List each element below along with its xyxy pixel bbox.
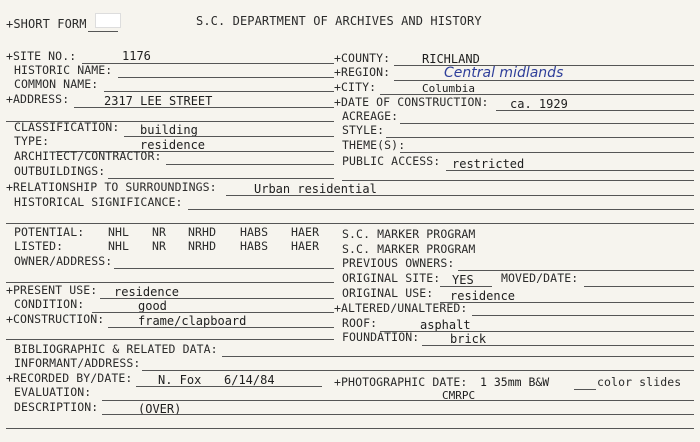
classification-label: CLASSIFICATION: (14, 120, 120, 134)
architect-line (166, 164, 334, 165)
short-form-line (88, 31, 118, 32)
historic-name-line (118, 77, 334, 78)
roof-line (380, 331, 694, 332)
form-title: S.C. DEPARTMENT OF ARCHIVES AND HISTORY (196, 14, 482, 28)
significance-line (188, 209, 694, 210)
description-line-2 (6, 428, 694, 429)
foundation-value: brick (450, 332, 487, 346)
bibliographic-label: BIBLIOGRAPHIC & RELATED DATA: (14, 342, 218, 356)
construction-date-value: ca. 1929 (510, 97, 568, 111)
potential-nr: NR (152, 225, 167, 239)
potential-habs: HABS (240, 225, 269, 239)
short-form-label: +SHORT FORM (6, 17, 87, 31)
condition-value: good (138, 299, 167, 313)
description-label: DESCRIPTION: (14, 400, 99, 414)
owner-address-line (114, 268, 334, 269)
county-label: +COUNTY: (334, 51, 391, 65)
informant-label: INFORMANT/ADDRESS: (14, 356, 141, 370)
relationship-value: Urban residential (254, 182, 377, 196)
foundation-label: FOUNDATION: (342, 330, 420, 344)
original-use-value: residence (450, 289, 516, 303)
city-label: +CITY: (334, 80, 377, 94)
label-sticker (95, 13, 121, 28)
listed-nr: NR (152, 239, 167, 253)
listed-nhl: NHL (108, 239, 130, 253)
bibliographic-line (222, 356, 694, 357)
recorded-date-value: 6/14/84 (224, 373, 275, 387)
potential-haer: HAER (291, 225, 320, 239)
significance-line-2 (6, 223, 694, 224)
recorded-by-line (136, 386, 322, 387)
moved-date-label: MOVED/DATE: (501, 271, 579, 285)
marker-program-2: S.C. MARKER PROGRAM (342, 242, 476, 256)
common-name-line (104, 91, 334, 92)
themes-line (400, 152, 694, 153)
potential-label: POTENTIAL: (14, 225, 85, 239)
public-access-line (446, 170, 694, 171)
original-site-value: YES (452, 273, 474, 287)
present-use-label: +PRESENT USE: (6, 283, 98, 297)
photo-date-label: +PHOTOGRAPHIC DATE: (334, 375, 468, 389)
address-line (74, 107, 334, 108)
architect-label: ARCHITECT/CONTRACTOR: (14, 149, 162, 163)
owner-address-label: OWNER/ADDRESS: (14, 254, 113, 268)
construction-line-2 (6, 339, 334, 340)
relationship-label: +RELATIONSHIP TO SURROUNDINGS: (6, 180, 217, 194)
construction-date-label: +DATE OF CONSTRUCTION: (334, 95, 489, 109)
recorder-value: N. Fox (158, 373, 202, 387)
site-no-line (82, 63, 334, 64)
condition-line (92, 312, 334, 313)
classification-line (124, 136, 334, 137)
site-no-value: 1176 (122, 49, 151, 63)
original-site-label: ORIGINAL SITE: (342, 271, 441, 285)
region-line (394, 80, 694, 81)
informant-line (142, 370, 694, 371)
original-use-label: ORIGINAL USE: (342, 286, 434, 300)
outbuildings-label: OUTBUILDINGS: (14, 164, 106, 178)
altered-line (472, 315, 694, 316)
foundation-line (422, 345, 694, 346)
listed-habs: HABS (240, 239, 269, 253)
common-name-label: COMMON NAME: (14, 77, 99, 91)
construction-date-line (496, 110, 694, 111)
recorded-by-label: +RECORDED BY/DATE: (6, 371, 133, 385)
address-value: 2317 LEE STREET (104, 94, 213, 108)
description-value: (OVER) (138, 402, 182, 416)
public-access-line-2 (342, 180, 694, 181)
description-line (102, 414, 694, 415)
historic-name-label: HISTORIC NAME: (14, 63, 113, 77)
construction-line (108, 327, 334, 328)
previous-owners-label: PREVIOUS OWNERS: (342, 256, 455, 270)
photo-date-value: 1 35mm B&W (480, 375, 550, 389)
type-value: residence (140, 138, 206, 152)
region-value: Central midlands (444, 65, 564, 81)
altered-label: +ALTERED/UNALTERED: (334, 301, 468, 315)
outbuildings-line (108, 178, 334, 179)
cmrpc-value: CMRPC (442, 389, 476, 402)
marker-program-1: S.C. MARKER PROGRAM (342, 227, 476, 241)
region-label: +REGION: (334, 65, 391, 79)
themes-label: THEME(S): (342, 138, 406, 152)
evaluation-line (102, 400, 694, 401)
classification-value: building (140, 123, 198, 137)
potential-nrhd: NRHD (188, 225, 217, 239)
site-no-label: +SITE NO.: (6, 49, 77, 63)
style-label: STYLE: (342, 123, 385, 137)
evaluation-label: EVALUATION: (14, 385, 92, 399)
type-label: TYPE: (14, 134, 50, 148)
present-use-value: residence (114, 285, 180, 299)
construction-label: +CONSTRUCTION: (6, 312, 105, 326)
county-value: RICHLAND (422, 52, 480, 66)
listed-label: LISTED: (14, 239, 64, 253)
roof-value: asphalt (420, 318, 471, 332)
present-use-line (100, 298, 334, 299)
moved-date-line (584, 286, 694, 287)
significance-label: HISTORICAL SIGNIFICANCE: (14, 195, 183, 209)
address-label: +ADDRESS: (6, 92, 70, 106)
original-site-line (440, 286, 492, 287)
city-value: Columbia (422, 82, 475, 95)
listed-haer: HAER (291, 239, 320, 253)
acreage-label: ACREAGE: (342, 109, 399, 123)
public-access-value: restricted (452, 157, 525, 171)
style-line (386, 137, 694, 138)
listed-nrhd: NRHD (188, 239, 217, 253)
color-slides-blank (574, 389, 596, 390)
potential-nhl: NHL (108, 225, 130, 239)
acreage-line (400, 123, 694, 124)
color-slides-label: color slides (597, 375, 682, 389)
original-use-line (440, 302, 694, 303)
public-access-label: PUBLIC ACCESS: (342, 154, 441, 168)
construction-value: frame/clapboard (138, 314, 247, 328)
relationship-line (226, 195, 694, 196)
condition-label: CONDITION: (14, 297, 85, 311)
roof-label: ROOF: (342, 316, 378, 330)
